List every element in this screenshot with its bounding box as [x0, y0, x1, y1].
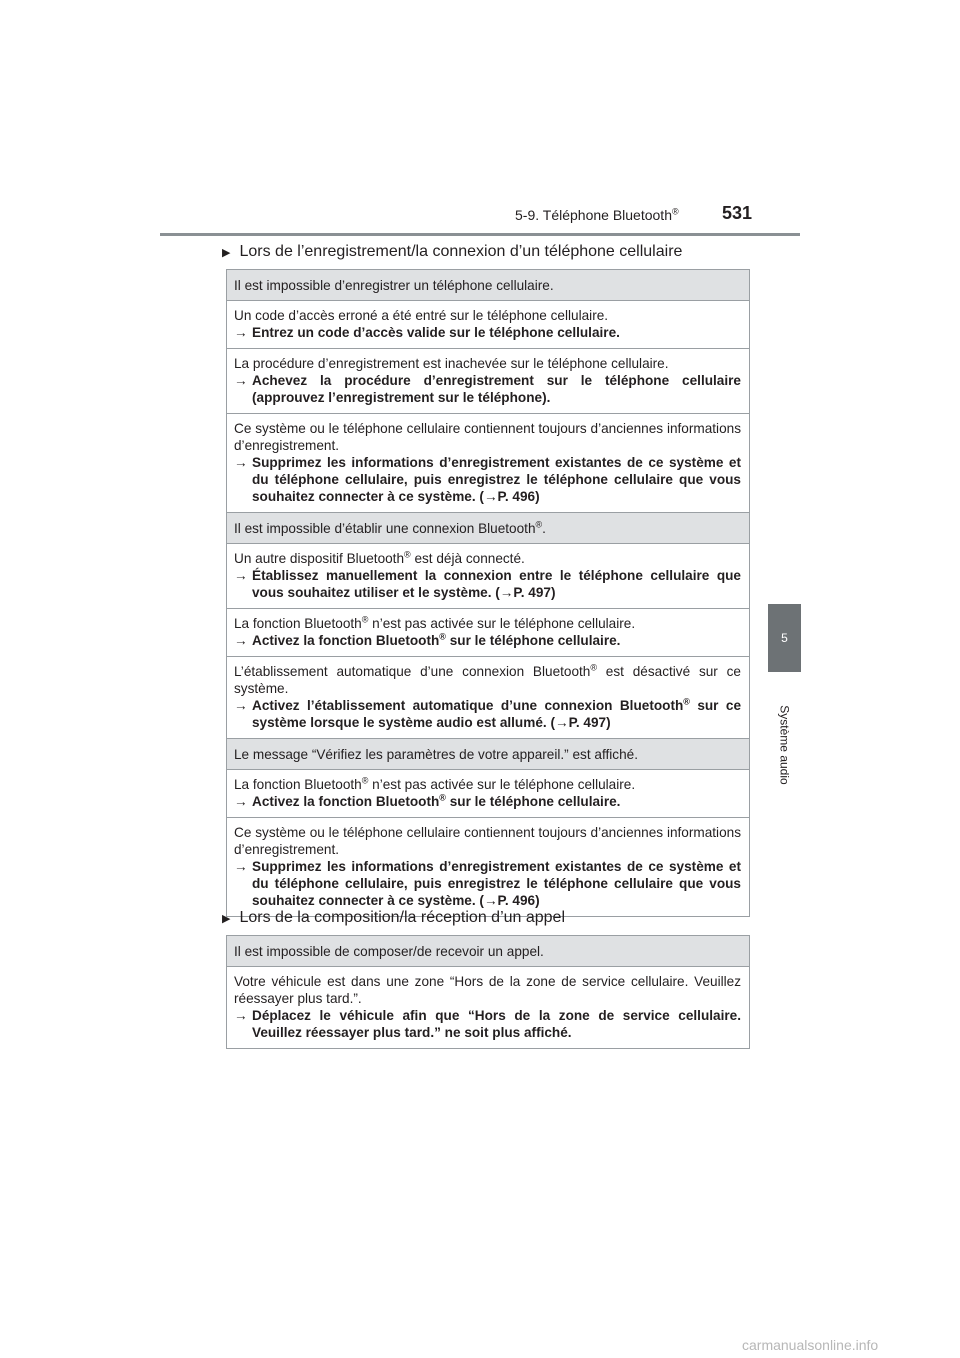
section-heading-registration: ▶ Lors de l’enregistrement/la connexion d’un téléphone cellulaire — [222, 243, 683, 260]
header-section-title: 5-9. Téléphone Bluetooth® — [515, 206, 679, 223]
arrow-icon: → — [234, 698, 248, 713]
table-row: Il est impossible de composer/de recevoir un appel. — [227, 936, 750, 967]
table-row: La procédure d’enregistrement est inachevée sur le téléphone cellulaire. → Achevez la procédure d’enregistrement sur le téléphone cellulaire (approuvez l’enregistrement sur le téléphone). — [227, 349, 750, 414]
arrow-icon: → — [234, 794, 248, 809]
table-row: Un code d’accès erroné a été entré sur le téléphone cellulaire. → Entrez un code d’accès valide sur le téléphone cellulaire. — [227, 301, 750, 349]
arrow-icon: → — [483, 489, 498, 504]
table-row: Ce système ou le téléphone cellulaire contiennent toujours d’anciennes informations d’enregistrement. → Supprimez les informations d’enregistrement existantes de ce système et du téléphone cellulaire, puis enregistrez le téléphone cellulaire que vous souhaitez connecter à ce système. (→P. 496) — [227, 414, 750, 513]
arrow-icon: → — [234, 1008, 248, 1023]
chapter-label: Système audio — [777, 705, 792, 785]
arrow-icon: → — [234, 568, 248, 583]
table-row: Il est impossible d’enregistrer un téléphone cellulaire. — [227, 270, 750, 301]
arrow-icon: → — [499, 585, 514, 600]
arrow-icon: → — [483, 893, 498, 908]
arrow-icon: → — [234, 455, 248, 470]
header-rule — [160, 233, 800, 236]
table-row: La fonction Bluetooth® n’est pas activée sur le téléphone cellulaire. → Activez la fonction Bluetooth® sur le téléphone cellulaire. — [227, 609, 750, 657]
watermark: carmanualsonline.info — [742, 1337, 879, 1353]
arrow-icon: → — [234, 373, 248, 388]
section-heading-calls: ▶ Lors de la composition/la réception d’un appel — [222, 909, 566, 926]
triangle-bullet-icon: ▶ — [222, 247, 231, 259]
arrow-icon: → — [234, 325, 248, 340]
table-row: Le message “Vérifiez les paramètres de votre appareil.” est affiché. — [227, 739, 750, 770]
troubleshooting-table-calls — [226, 935, 750, 1049]
arrow-icon: → — [554, 715, 569, 730]
arrow-icon: → — [234, 633, 248, 648]
table-row: Ce système ou le téléphone cellulaire contiennent toujours d’anciennes informations d’enregistrement. → Supprimez les informations d’enregistrement existantes de ce système et du téléphone cellulaire, puis enregistrez le téléphone cellulaire que vous souhaitez connecter à ce système. (→P. 496) — [227, 818, 750, 917]
table-row: L’établissement automatique d’une connexion Bluetooth® est désactivé sur ce système. → Activez l’établissement automatique d’une connexion Bluetooth® sur ce système lorsque le système audio est allumé. (→P. 497) — [227, 657, 750, 739]
page-number: 531 — [722, 203, 753, 223]
table-row: La fonction Bluetooth® n’est pas activée sur le téléphone cellulaire. → Activez la fonction Bluetooth® sur le téléphone cellulaire. — [227, 770, 750, 818]
arrow-icon: → — [234, 859, 248, 874]
triangle-bullet-icon: ▶ — [222, 913, 231, 925]
table-row: Il est impossible d’établir une connexion Bluetooth®. — [227, 513, 750, 544]
table-row: Un autre dispositif Bluetooth® est déjà connecté. → Établissez manuellement la connexion entre le téléphone cellulaire que vous souhaitez utiliser et le système. (→P. 497) — [227, 544, 750, 609]
troubleshooting-table-registration — [226, 269, 750, 917]
chapter-tab: 5 — [768, 604, 801, 672]
table-row: Votre véhicule est dans une zone “Hors de la zone de service cellulaire. Veuillez réessayer plus tard.”. → Déplacez le véhicule afin que “Hors de la zone de service cellulaire. Veuillez réessayer plus tard.” ne soit plus affiché. — [227, 967, 750, 1049]
